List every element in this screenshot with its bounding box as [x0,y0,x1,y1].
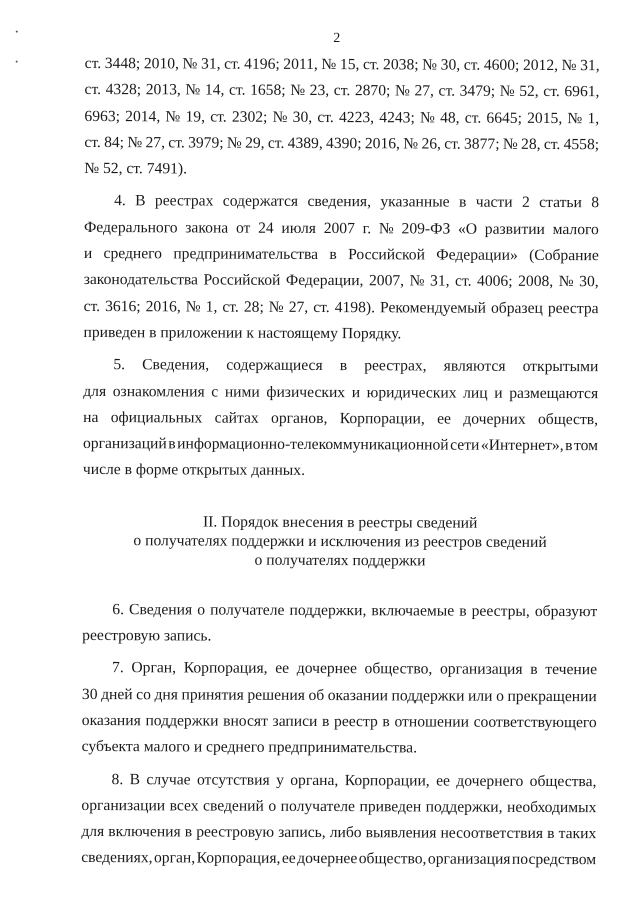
text-line: 8. В случае отсутствия у органа, Корпорации, ее дочернего общества, [111,770,597,790]
heading-line: II. Порядок внесения в реестры сведений [202,513,478,532]
text-line: на официальных сайтах органов, Корпорации, ее дочерних обществ, [83,408,599,429]
document-body [81,51,600,874]
text-line: ст. 3448; 2010, № 31, ст. 4196; 2011, № 15, ст. 2038; № 30, ст. 4600; 2012, № 31, [84,54,600,75]
text-line: 4. В реестрах содержатся сведения, указанные в части 2 статьи 8 [114,192,600,212]
text-line: реестровую запись. [82,627,212,645]
text-line: 5. Сведения, содержащиеся в реестрах, являются открытыми [113,356,599,376]
text-line: и среднего предпринимательства в Российской Федерации» (Собрание [83,245,599,265]
heading-line: о получателях поддержки и исключения из реестров сведений [133,531,547,551]
paragraph-6 [82,597,597,652]
text-line: 7. Орган, Корпорация, ее дочернее общество, организация в течение [112,659,598,679]
text-line: приведен в приложении к настоящему Порядку. [83,323,402,343]
paragraph-5 [83,352,599,486]
scan-artifact-dot [16,61,18,63]
text-line: 6. Сведения о получателе поддержки, включаемые в реестры, образуют [112,600,598,620]
paragraph-4 [83,188,599,348]
text-line: субъекта малого и среднего предпринимательства. [81,738,418,757]
text-line: Федерального закона от 24 июля 2007 г. № 209-ФЗ «О развитии малого [83,218,599,238]
paragraph-7 [82,655,597,762]
text-line: № 52, ст. 7491). [84,160,188,178]
text-line: законодательства Российской Федерации, 2007, № 31, ст. 4006; 2008, № 30, [83,271,599,291]
page-number: 2 [333,31,341,47]
text-line: организаций в информационно-телекоммуникационной сети «Интернет», в том [82,435,599,455]
text-line: 30 дней со дня принятия решения об оказании поддержки или о прекращении [81,685,597,705]
paragraph-continuation [84,51,600,185]
text-line: ст. 4328; 2013, № 14, ст. 1658; № 23, ст. 2870; № 27, ст. 3479; № 52, ст. 6961, [84,81,600,101]
text-line: для включения в реестровую запись, либо выявления несоответствия в таких [81,823,597,843]
text-line: организации всех сведений о получателе приведен поддержки, необходимых [81,796,597,817]
text-line: для ознакомления с ними физических и юридических лиц и размещаются [83,382,599,402]
section-heading [82,512,597,571]
text-line: ст. 84; № 27, ст. 3979; № 29, ст. 4389, 4390; 2016, № 26, ст. 3877; № 28, ст. 4558; [84,133,600,154]
text-line: сведениях, орган, Корпорация, ее дочернее общество, организация посредством [81,849,597,869]
text-line: 6963; 2014, № 19, ст. 2302; № 30, ст. 4223, 4243; № 48, ст. 6645; 2015, № 1, [84,107,600,127]
text-line: оказания поддержки вносят записи в реестр в отношении соответствующего [81,711,597,732]
text-line: ст. 3616; 2016, № 1, ст. 28; № 27, ст. 4198). Рекомендуемый образец реестра [83,297,599,317]
text-line: числе в форме открытых данных. [82,461,306,480]
heading-line: о получателях поддержки [254,551,426,570]
paragraph-8 [81,766,596,873]
